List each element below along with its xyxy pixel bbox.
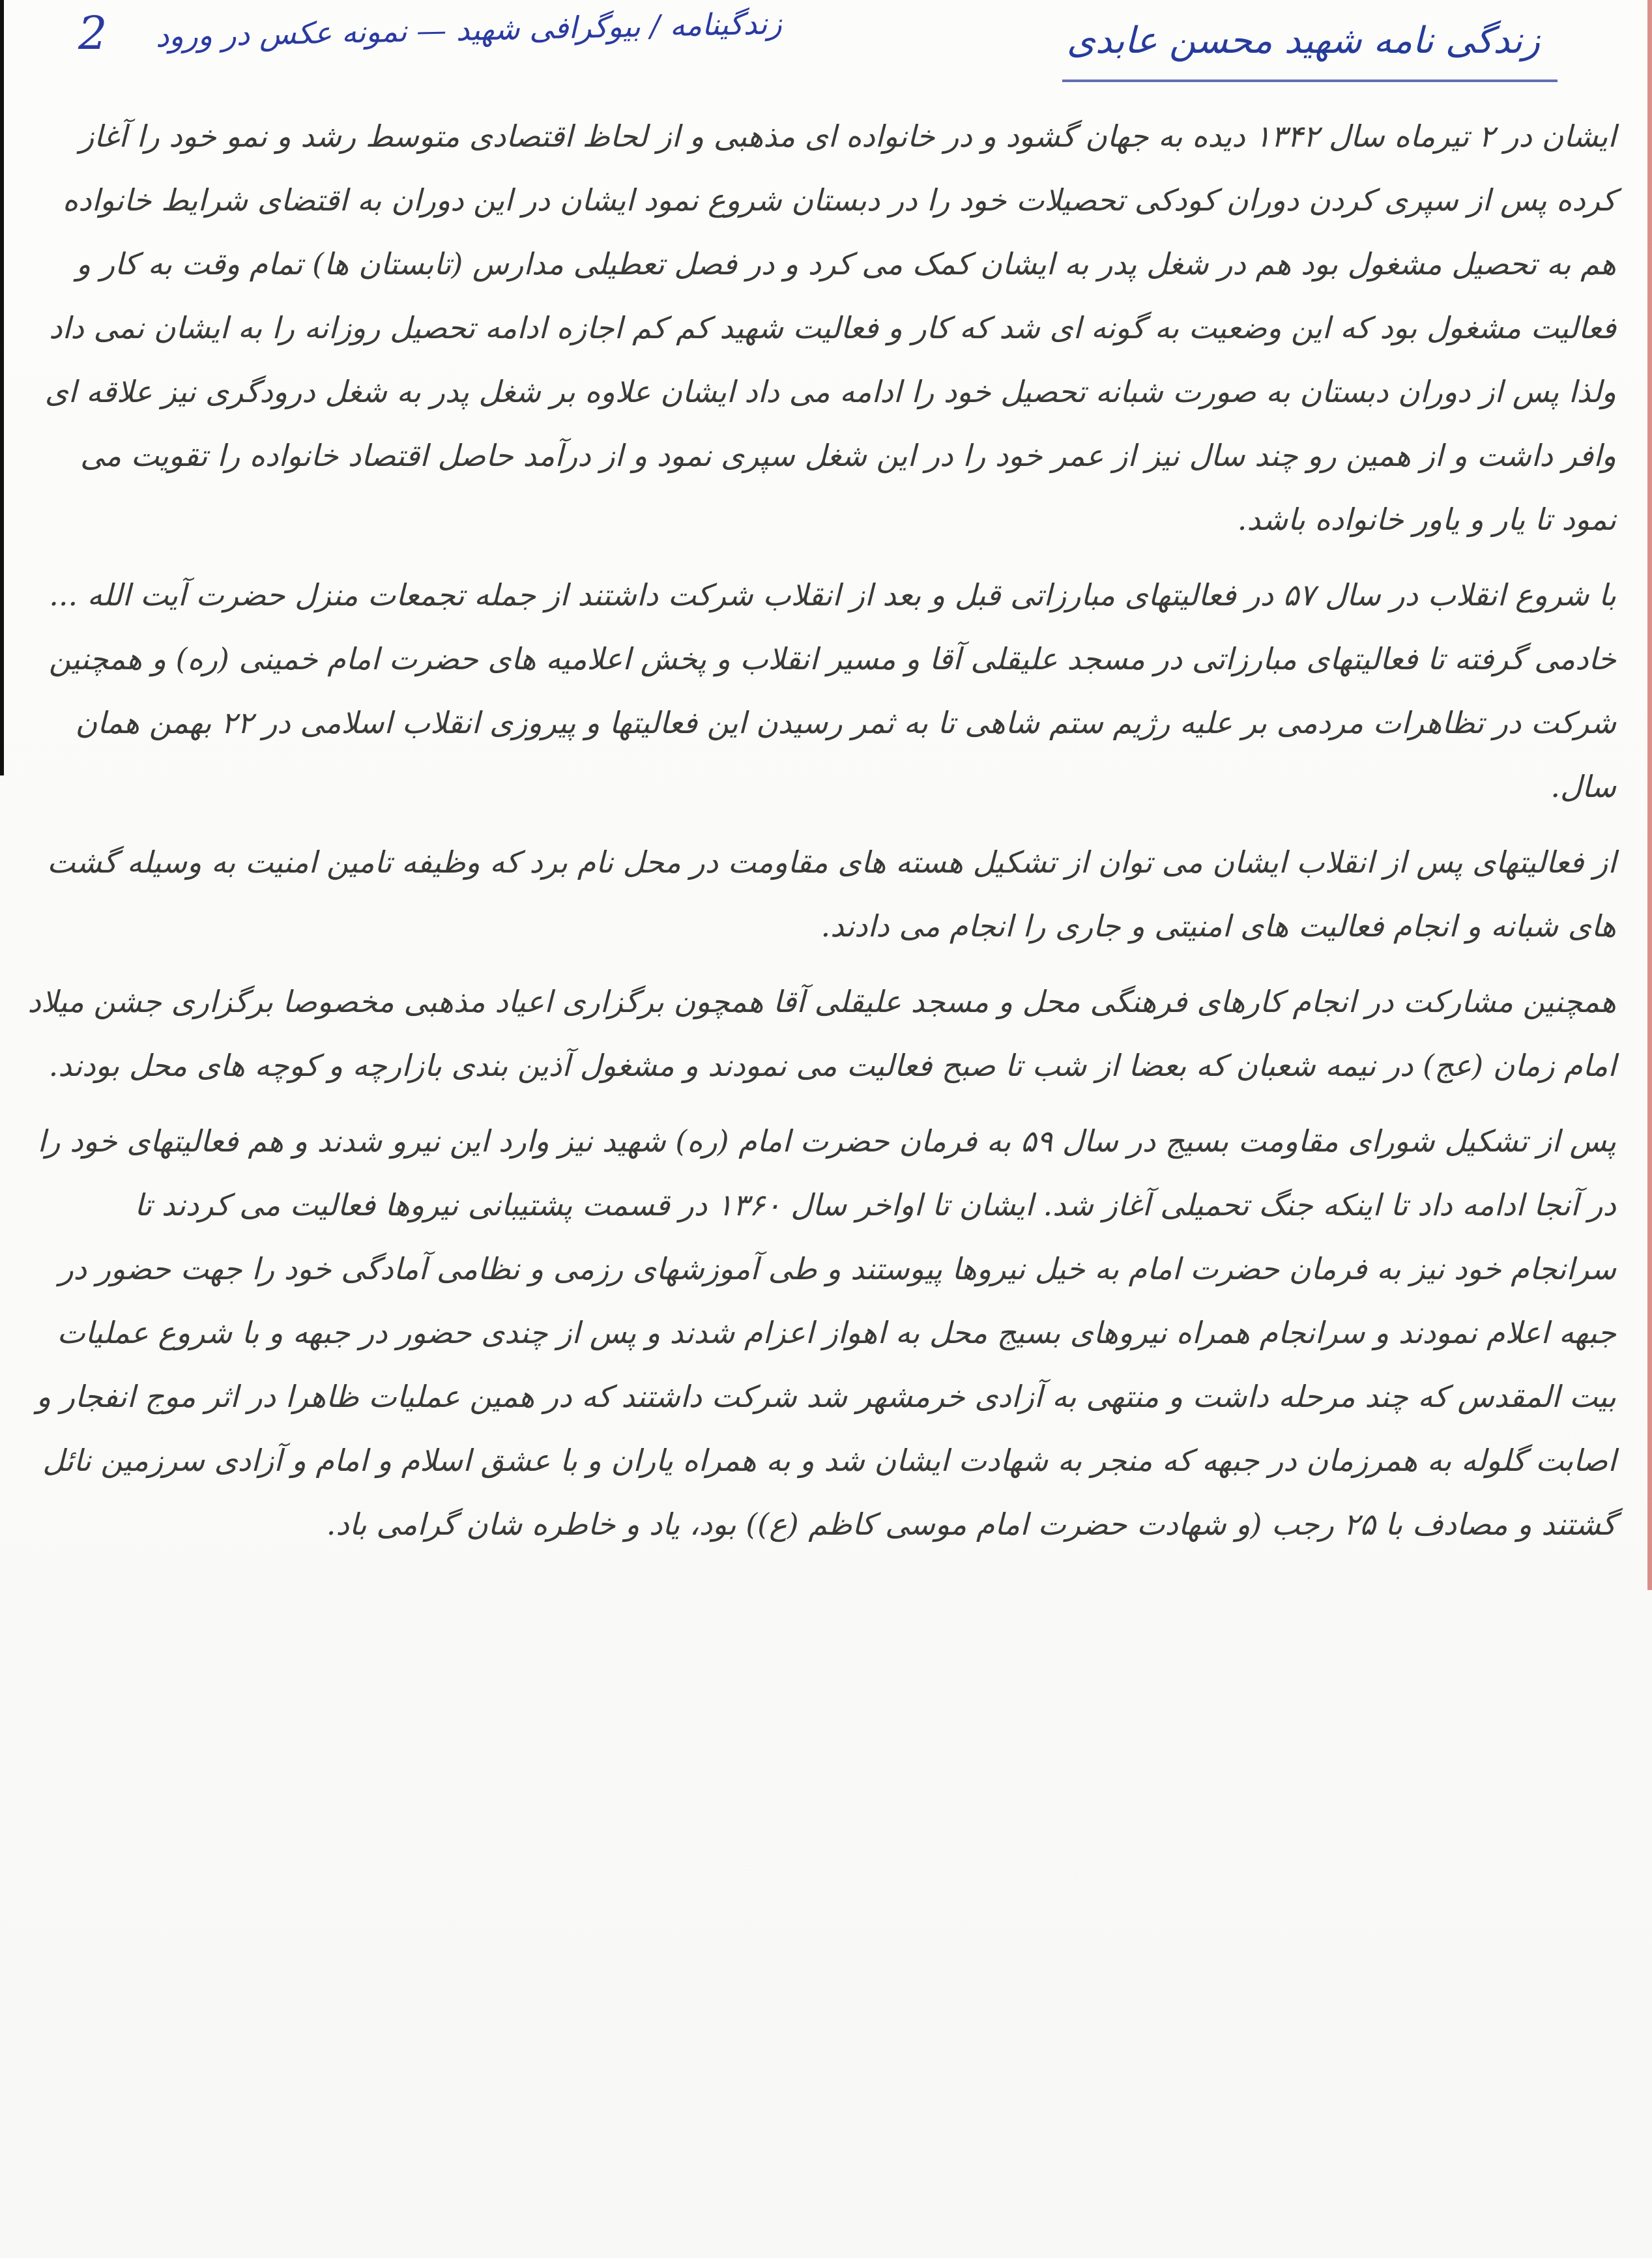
title-underline — [1062, 80, 1558, 82]
paragraph: با شروع انقلاب در سال ۵۷ در فعالیتهای مبارزاتی قبل و بعد از انقلاب شرکت داشتند از جمله تجمعات منزل حضرت آیت الله ... خادمی گرفته تا فعالیتهای مبارزاتی در مسجد علیقلی آقا و مسیر انقلاب و پخش اعلامیه های حضرت امام خمینی (ره) و همچنین شرکت در تظاهرات مردمی بر علیه رژیم ستم شاهی تا به ثمر رسیدن این فعالیتها و پیروزی انقلاب اسلامی در ۲۲ بهمن همان سال. — [48, 577, 1616, 804]
page-title: زندگی نامه شهید محسن عابدی — [1066, 20, 1541, 62]
paragraph: پس از تشکیل شورای مقاومت بسیج در سال ۵۹ به فرمان حضرت امام (ره) شهید نیز وارد این نیرو شدند و هم فعالیتهای خود را در آنجا ادامه داد تا اینکه جنگ تحمیلی آغاز شد. ایشان تا اواخر سال ۱۳۶۰ در قسمت پشتیبانی نیروها فعالیت می کردند تا سرانجام خود نیز به فرمان حضرت امام به خیل نیروها پیوستند و طی آموزشهای رزمی و نظامی آمادگی خود را جهت حضور در جبهه اعلام نمودند و سرانجام همراه نیروهای بسیج محل به اهواز اعزام شدند و پس از چندی حضور در جبهه و با شروع عملیات بیت المقدس که چند مرحله داشت و منتهی به آزادی خرمشهر شد شرکت داشتند که در همین عملیات ظاهرا در اثر موج انفجار و اصابت گلوله به همرزمان در جبهه که منجر به شهادت ایشان شد و به همراه یاران و با عشق اسلام و امام و آزادی سرزمین نائل گشتند و مصادف با ۲۵ رجب (و شهادت حضرت امام موسی کاظم (ع)) بود، یاد و خاطره شان گرامی باد. — [36, 1123, 1616, 1542]
scan-edge-left — [0, 0, 4, 775]
header-mark: 2 — [78, 7, 108, 60]
header-note: زندگینامه / بیوگرافی شهید — نمونه عکس در ورود — [155, 5, 783, 54]
biography-body — [26, 104, 1616, 2242]
paragraph: همچنین مشارکت در انجام کارهای فرهنگی محل و مسجد علیقلی آقا همچون برگزاری اعیاد مذهبی مخصوصا برگزاری جشن میلاد امام زمان (عج) در نیمه شعبان که بعضا از شب تا صبح فعالیت می نمودند و مشغول آذین بندی بازارچه و کوچه های محل بودند. — [27, 984, 1616, 1083]
paragraph: ایشان در ۲ تیرماه سال ۱۳۴۲ دیده به جهان گشود و در خانواده ای مذهبی و از لحاظ اقتصادی متوسط رشد و نمو خود را آغاز کرده پس از سپری کردن دوران کودکی تحصیلات خود را در دبستان شروع نمود ایشان در این دوران به اقتضای شرایط خانواده هم به تحصیل مشغول بود هم در شغل پدر به ایشان کمک می کرد و در فصل تعطیلی مدارس (تابستان ها) تمام وقت به کار و فعالیت مشغول بود که این وضعیت به گونه ای شد که کار و فعالیت شهید کم کم اجازه ادامه تحصیل روزانه را به ایشان نمی داد ولذا پس از دوران دبستان به صورت شبانه تحصیل خود را ادامه می داد ایشان علاوه بر شغل پدر به شغل درودگری نیز علاقه ای وافر داشت و از همین رو چند سال نیز از عمر خود را در این شغل سپری نمود و از درآمد حاصل اقتصاد خانواده را تقویت می نمود تا یار و یاور خانواده باشد. — [44, 119, 1616, 537]
scan-edge-right — [1647, 0, 1652, 1590]
paragraph: از فعالیتهای پس از انقلاب ایشان می توان از تشکیل هسته های مقاومت در محل نام برد که وظیفه تامین امنیت به وسیله گشت های شبانه و انجام فعالیت های امنیتی و جاری را انجام می دادند. — [47, 845, 1616, 944]
